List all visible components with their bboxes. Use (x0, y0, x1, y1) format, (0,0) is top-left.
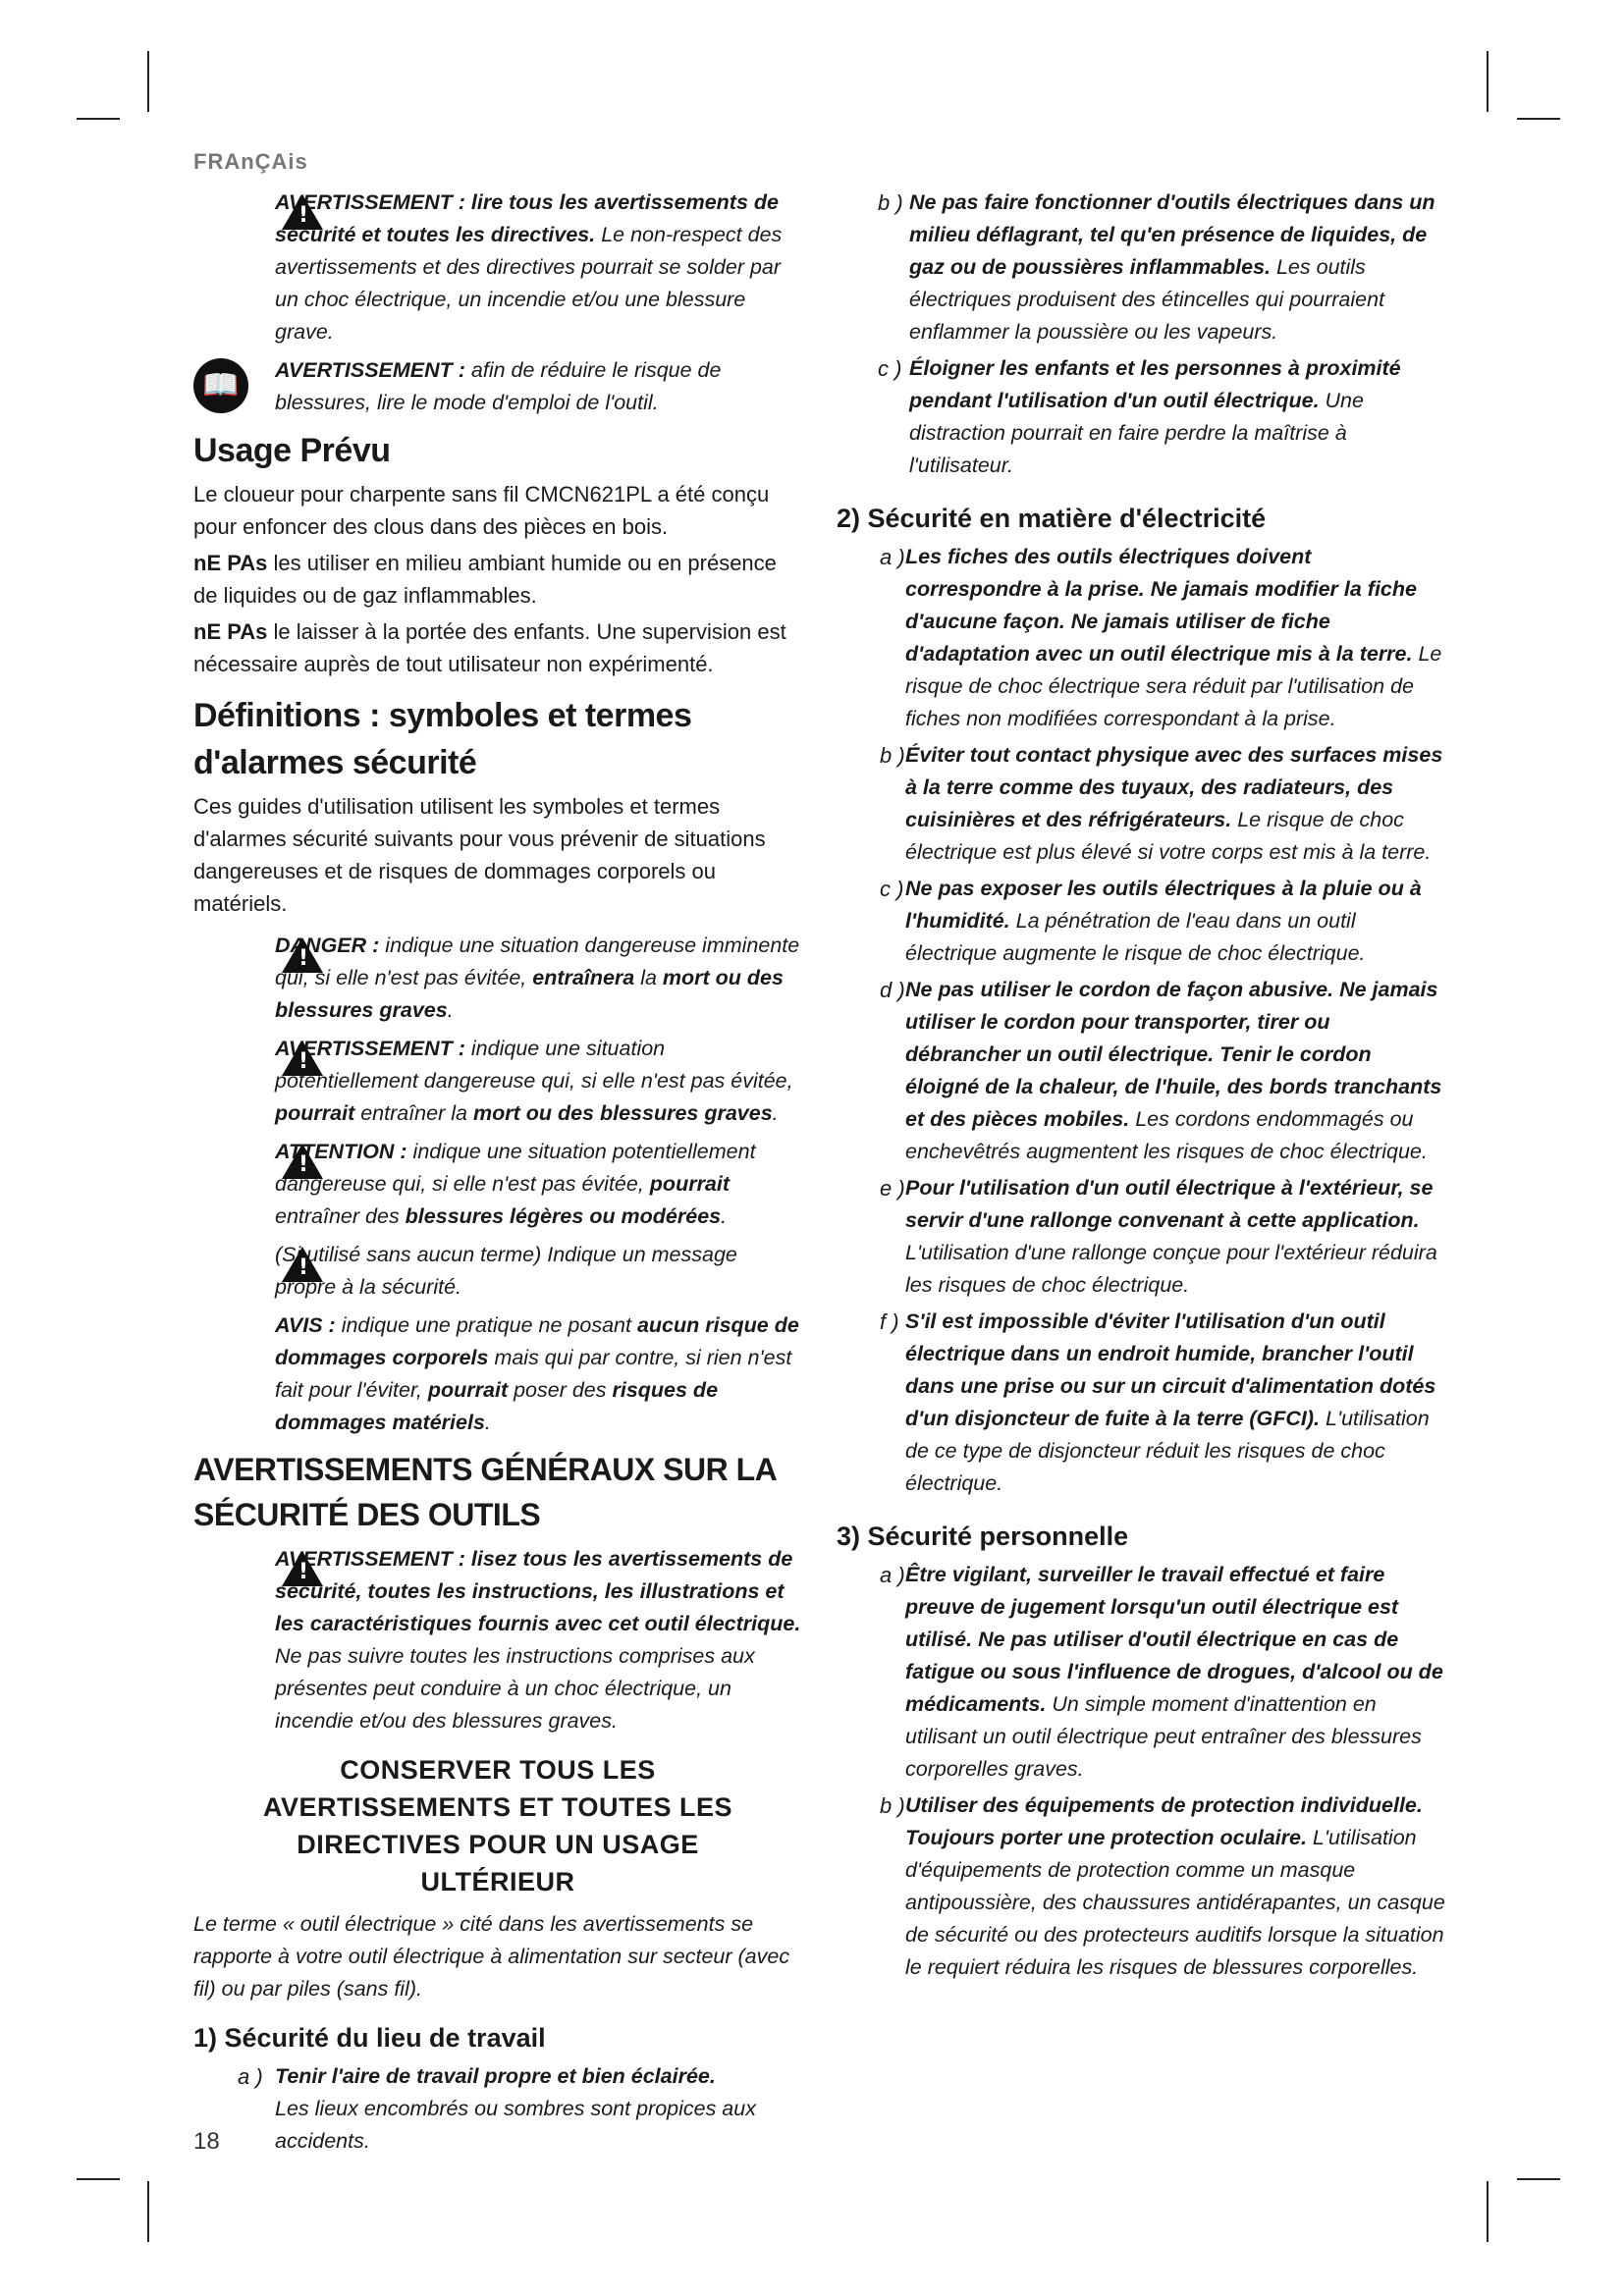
warning-triangle-icon (282, 1247, 321, 1286)
warning-read-instructions: ! AVERTISSEMENT : lire tous les avertissements de sécurité et toutes les directives. Le non-respect des avertissements et des directives pourrait se solder par un choc électrique, un incendie et/ou une blessure grave. (193, 187, 802, 348)
electrical-item-d: d ) Ne pas utiliser le cordon de façon abusive. Ne jamais utiliser le cordon pour transporter, tirer ou débrancher un outil électrique. Tenir le cordon éloigné de la chaleur, de l'huile, des bords tranchants et des pièces mobiles. Les cordons endommagés ou enchevêtrés augmentent les risques de choc électrique. (880, 978, 1442, 1163)
safety-alert-definition: ! (Si utilisé sans aucun terme) Indique un message propre à la sécurité. (193, 1239, 802, 1304)
crop-mark (1517, 118, 1560, 120)
keep-instructions-notice: CONSERVER TOUS LES AVERTISSEMENTS ET TOUTES LES DIRECTIVES POUR UN USAGE ULTÉRIEUR (262, 1755, 733, 1896)
warning-read-manual: 📖 AVERTISSEMENT : afin de réduire le risque de blessures, lire le mode d'emploi de l'outil. (193, 354, 802, 419)
personal-item-b: b ) Utiliser des équipements de protection individuelle. Toujours porter une protection oculaire. L'utilisation d'équipements de protection comme un masque antipoussière, des chaussures antidérapantes, un casque de sécurité ou des protecteurs auditifs lorsque la situation le requiert réduira les risques de blessures corporelles. (880, 1793, 1445, 1979)
read-manual-icon: 📖 (193, 358, 248, 413)
crop-mark (1487, 2181, 1489, 2242)
electrical-item-c: c ) Ne pas exposer les outils électriques à la pluie ou à l'humidité. La pénétration de l'eau dans un outil électrique augmente le risque de choc électrique. (880, 877, 1422, 965)
notice-definition: AVIS : indique une pratique ne posant aucun risque de dommages corporels mais qui par contre, si rien n'est fait pour l'éviter, pourrait poser des risques de dommages matériels. (275, 1313, 799, 1434)
usage-paragraph: Le cloueur pour charpente sans fil CMCN621PL a été conçu pour enfoncer des clous dans des pièces en bois. (193, 482, 770, 539)
warning-triangle-icon (282, 194, 321, 234)
crop-mark (77, 118, 120, 120)
work-area-item-b: b ) Ne pas faire fonctionner d'outils électriques dans un milieu déflagrant, tel qu'en présence de liquides, de gaz ou de poussières inflammables. Les outils électriques produisent des étincelles qui pourraient enflammer la poussière ou les vapeurs. (878, 190, 1435, 344)
warning-triangle-icon (282, 937, 321, 977)
definitions-intro: Ces guides d'utilisation utilisent les symboles et termes d'alarmes sécurité suivants pour vous prévenir de situations dangereuses et de risques de dommages corporels ou matériels. (193, 794, 766, 916)
warning-definition: ! AVERTISSEMENT : indique une situation potentiellement dangereuse qui, si elle n'est pas évitée, pourrait entraîner la mort ou des blessures graves. (193, 1033, 802, 1130)
danger-definition: ! DANGER : indique une situation dangereuse imminente qui, si elle n'est pas évitée, entraînera la mort ou des blessures graves. (193, 930, 802, 1027)
definitions-title: Définitions : symboles et termes d'alarmes sécurité (193, 697, 692, 781)
usage-paragraph: nE PAs les utiliser en milieu ambiant humide ou en présence de liquides ou de gaz inflammables. (193, 551, 777, 608)
personal-item-a: a ) Être vigilant, surveiller le travail effectué et faire preuve de jugement lorsqu'un outil électrique est utilisé. Ne pas utiliser d'outil électrique en cas de fatigue ou sous l'influence de drogues, d'alcool ou de médicaments. Un simple moment d'inattention en utilisant un outil électrique peut entraîner des blessures corporelles graves. (880, 1563, 1443, 1781)
power-tool-term: Le terme « outil électrique » cité dans les avertissements se rapporte à votre outil électrique à alimentation sur secteur (avec fil) ou par piles (sans fil). (193, 1912, 790, 2001)
section-electrical-title: 2) Sécurité en matière d'électricité (837, 504, 1267, 533)
electrical-item-f: f ) S'il est impossible d'éviter l'utilisation d'un outil électrique dans un endroit humide, brancher l'outil dans une prise ou sur un circuit d'alimentation dotés d'un disjoncteur de fuite à la terre (GFCI). L'utilisation de ce type de disjoncteur réduit les risques de choc électrique. (880, 1309, 1436, 1495)
warning-triangle-icon (282, 1551, 321, 1590)
section-personal-title: 3) Sécurité personnelle (837, 1522, 1129, 1551)
crop-mark (147, 2181, 149, 2242)
warning-triangle-icon (282, 1144, 321, 1183)
left-column (193, 187, 802, 2163)
crop-mark (77, 2178, 120, 2180)
electrical-item-e: e ) Pour l'utilisation d'un outil électrique à l'extérieur, se servir d'une rallonge convenant à cette application. L'utilisation d'une rallonge conçue pour l'extérieur réduira les risques de choc électrique. (880, 1176, 1437, 1297)
warning-triangle-icon (282, 1041, 321, 1080)
electrical-item-a: a ) Les fiches des outils électriques doivent correspondre à la prise. Ne jamais modifier la fiche d'aucune façon. Ne jamais utiliser de fiche d'adaptation avec un outil électrique mis à la terre. Le risque de choc électrique sera réduit par l'utilisation de fiches non modifiées correspondant à la prise. (880, 545, 1442, 730)
work-area-item-c: c ) Éloigner les enfants et les personnes à proximité pendant l'utilisation d'un outil électrique. Une distraction pourrait en faire perdre la maîtrise à l'utilisateur. (878, 356, 1401, 477)
crop-mark (1487, 51, 1489, 112)
general-warnings-title: AVERTISSEMENTS GÉNÉRAUX SUR LA SÉCURITÉ DES OUTILS (193, 1452, 777, 1532)
language-header: FRAnÇAis (193, 149, 308, 174)
usage-paragraph: nE PAs le laisser à la portée des enfants. Une supervision est nécessaire auprès de tout utilisateur non expérimenté. (193, 619, 786, 676)
crop-mark (1517, 2178, 1560, 2180)
usage-title: Usage Prévu (193, 432, 391, 469)
page-number: 18 (193, 2128, 220, 2155)
section-work-area-title: 1) Sécurité du lieu de travail (193, 2023, 546, 2053)
caution-definition: ! ATTENTION : indique une situation potentiellement dangereuse qui, si elle n'est pas évitée, pourrait entraîner des blessures légères ou modérées. (193, 1136, 802, 1233)
electrical-item-b: b ) Éviter tout contact physique avec des surfaces mises à la terre comme des tuyaux, des radiateurs, des cuisinières et des réfrigérateurs. Le risque de choc électrique est plus élevé si votre corps est mis à la terre. (880, 743, 1443, 864)
right-column (837, 187, 1445, 1988)
general-warning: ! AVERTISSEMENT : lisez tous les avertissements de sécurité, toutes les instructions, les illustrations et les caractéristiques fournis avec cet outil électrique. Ne pas suivre toutes les instructions comprises aux présentes peut conduire à un choc électrique, un incendie et/ou des blessures graves. (193, 1543, 802, 1737)
work-area-item-a: a ) Tenir l'aire de travail propre et bien éclairée. Les lieux encombrés ou sombres sont propices aux accidents. (238, 2064, 756, 2153)
crop-mark (147, 51, 149, 112)
